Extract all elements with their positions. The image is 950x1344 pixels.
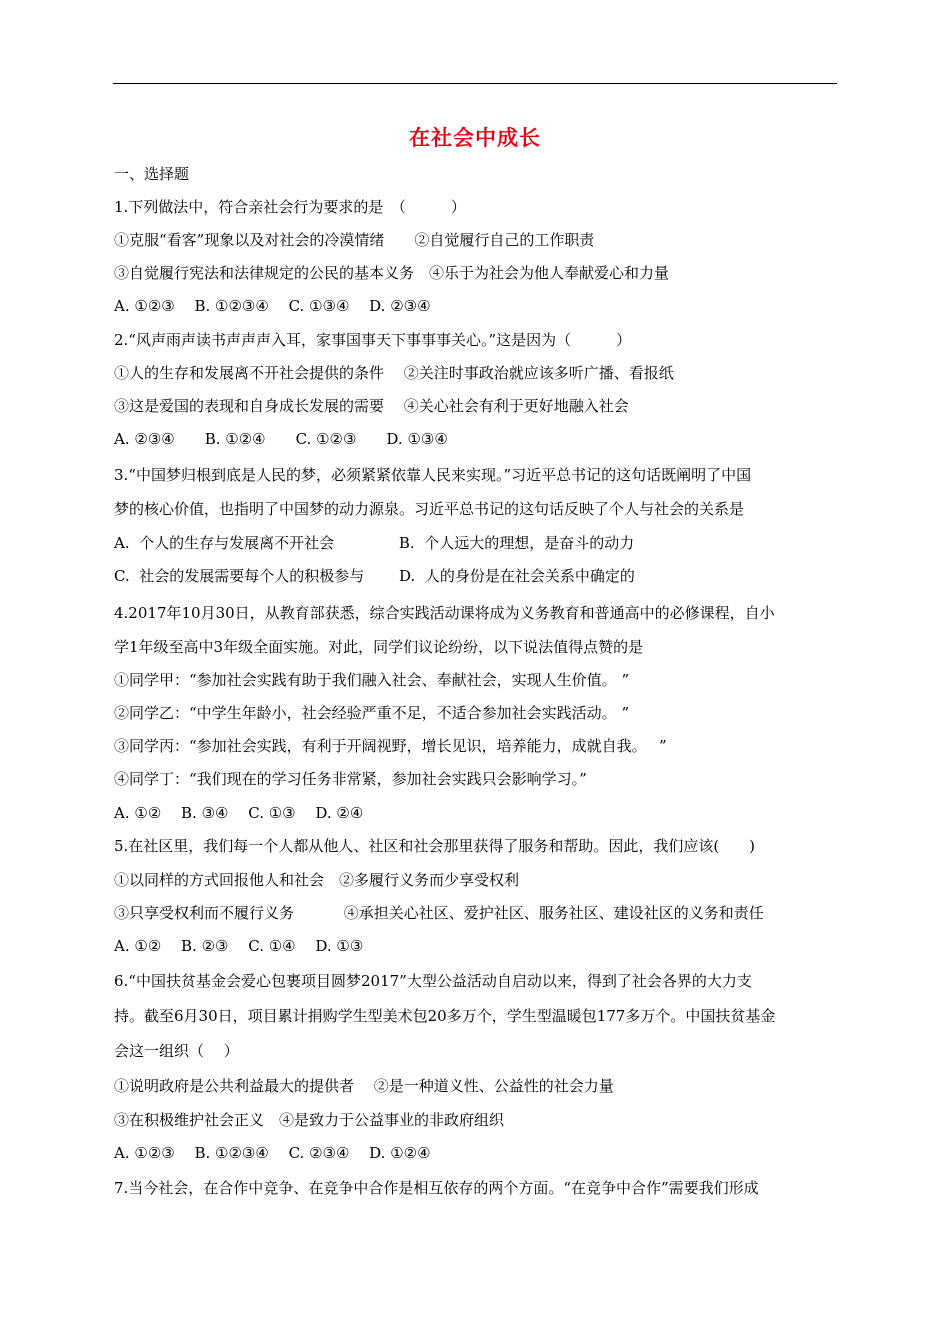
question-6-stem: 会这一组织（ ） <box>114 1042 239 1060</box>
question-4-options: A. ①② B. ③④ C. ①③ D. ②④ <box>114 804 364 822</box>
question-4-statement: ②同学乙：“中学生年龄小，社会经验严重不足，不适合参加社会实践活动。 ” <box>114 704 630 722</box>
question-5-statement: ①以同样的方式回报他人和社会 ②多履行义务而少享受权利 <box>114 871 520 889</box>
question-4-statement: ③同学丙：“参加社会实践，有利于开阔视野，增长见识，培养能力，成就自我。 ” <box>114 737 667 755</box>
question-6-options: A. ①②③ B. ①②③④ C. ②③④ D. ①②④ <box>114 1144 431 1162</box>
question-4-statement: ①同学甲：“参加社会实践有助于我们融入社会、奉献社会，实现人生价值。 ” <box>114 671 630 689</box>
question-4-statement: ④同学丁：“我们现在的学习任务非常紧，参加社会实践只会影响学习。” <box>114 770 587 788</box>
question-5-statement: ③只享受权利而不履行义务 ④承担关心社区、爱护社区、服务社区、建设社区的义务和责任 <box>114 904 764 922</box>
section-heading: 一、选择题 <box>114 165 190 183</box>
question-2-statement: ①人的生存和发展离不开社会提供的条件 ②关注时事政治就应该多听广播、看报纸 <box>114 364 674 382</box>
question-6-stem: 持。截至6月30日，项目累计捐购学生型美术包20多万个，学生型温暖包177多万个。中国扶贫基金 <box>114 1007 776 1025</box>
question-2-stem: 2.“风声雨声读书声声声入耳，家事国事天下事事事关心。”这是因为（ ） <box>114 331 632 349</box>
question-3-options: C. 社会的发展需要每个人的积极参与 D. 人的身份是在社会关系中确定的 <box>114 567 635 585</box>
question-1-statement: ③自觉履行宪法和法律规定的公民的基本义务 ④乐于为社会为他人奉献爱心和力量 <box>114 264 670 282</box>
question-6-statement: ③在积极维护社会正义 ④是致力于公益事业的非政府组织 <box>114 1111 505 1129</box>
question-2-statement: ③这是爱国的表现和自身成长发展的需要 ④关心社会有利于更好地融入社会 <box>114 397 629 415</box>
question-7-stem: 7.当今社会，在合作中竞争、在竞争中合作是相互依存的两个方面。“在竞争中合作”需要我们形成 <box>114 1179 759 1197</box>
question-3-options: A. 个人的生存与发展离不开社会 B. 个人远大的理想，是奋斗的动力 <box>114 534 635 552</box>
page-title: 在社会中成长 <box>409 126 541 150</box>
question-1-stem: 1.下列做法中，符合亲社会行为要求的是 （ ） <box>114 198 466 216</box>
question-4-stem: 学1年级至高中3年级全面实施。对此，同学们议论纷纷，以下说法值得点赞的是 <box>114 638 644 656</box>
question-2-options: A. ②③④ B. ①②④ C. ①②③ D. ①③④ <box>114 430 448 448</box>
question-1-options: A. ①②③ B. ①②③④ C. ①③④ D. ②③④ <box>114 297 431 315</box>
question-5-stem: 5.在社区里，我们每一个人都从他人、社区和社会那里获得了服务和帮助。因此，我们应该( ) <box>114 837 756 855</box>
question-3-stem: 梦的核心价值，也指明了中国梦的动力源泉。习近平总书记的这句话反映了个人与社会的关系是 <box>114 500 745 518</box>
question-5-options: A. ①② B. ②③ C. ①④ D. ①③ <box>114 937 364 955</box>
question-6-stem: 6.“中国扶贫基金会爱心包裹项目圆梦2017”大型公益活动自启动以来，得到了社会各界的大力支 <box>114 972 752 990</box>
question-3-stem: 3.“中国梦归根到底是人民的梦，必须紧紧依靠人民来实现。”习近平总书记的这句话既阐明了中国 <box>114 466 752 484</box>
question-6-statement: ①说明政府是公共利益最大的提供者 ②是一种道义性、公益性的社会力量 <box>114 1077 614 1095</box>
question-4-stem: 4.2017年10月30日，从教育部获悉，综合实践活动课将成为义务教育和普通高中的必修课程，自小 <box>114 604 775 622</box>
question-1-statement: ①克服“看客”现象以及对社会的冷漠情绪 ②自觉履行自己的工作职责 <box>114 231 595 249</box>
header-rule <box>113 83 837 84</box>
